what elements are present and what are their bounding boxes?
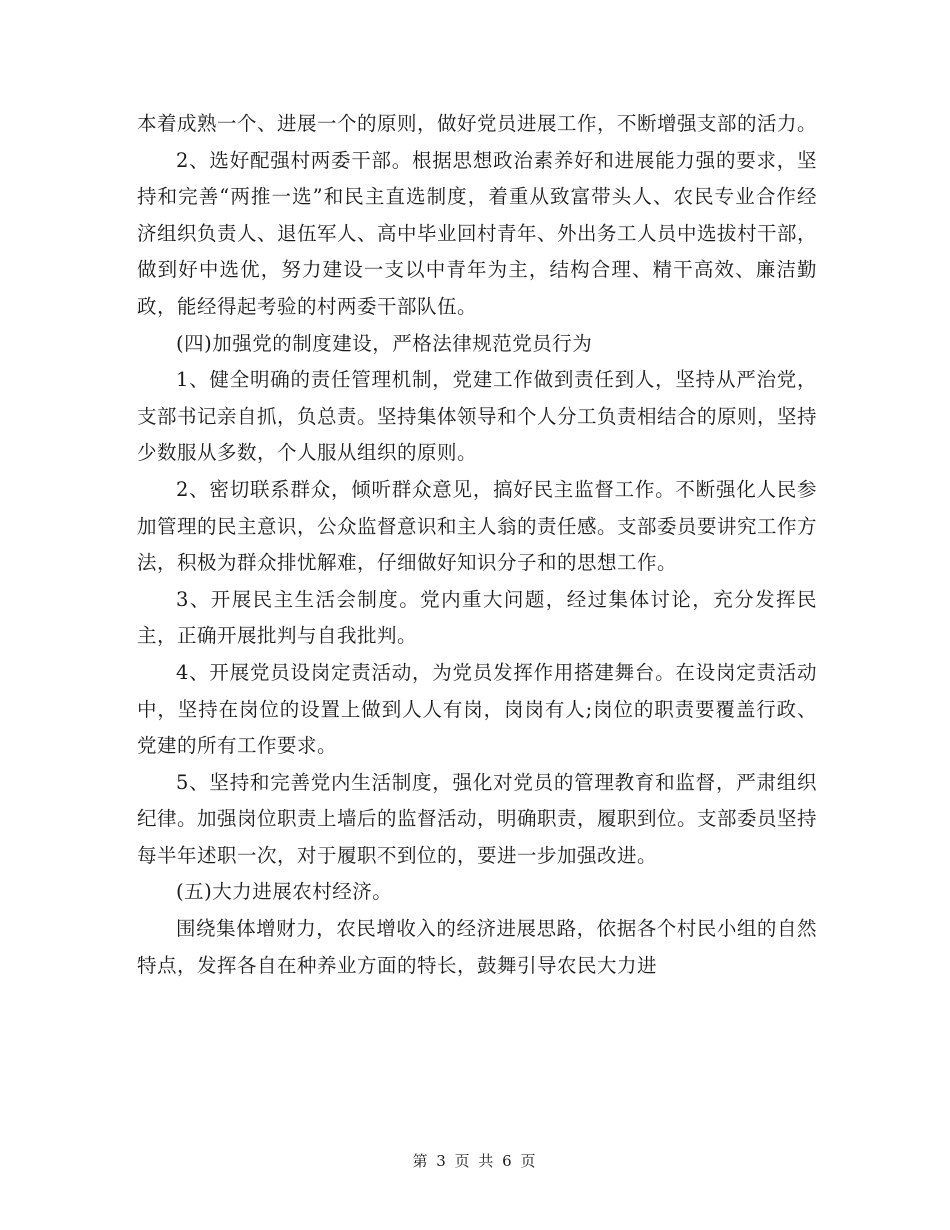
paragraph-10: 围绕集体增财力，农民增收入的经济进展思路，依据各个村民小组的自然特点，发挥各自在种养业方面的特长，鼓舞引导农民大力进 xyxy=(137,917,817,977)
paragraph-8: 5、坚持和完善党内生活制度，强化对党员的管理教育和监督，严肃组织纪律。加强岗位职责上墙后的监督活动，明确职责，履职到位。支部委员坚持每半年述职一次，对于履职不到位的，要进一步加强改进。 xyxy=(137,770,818,867)
paragraph-6: 3、开展民主生活会制度。党内重大问题，经过集体讨论，充分发挥民主，正确开展批判与自我批判。 xyxy=(137,587,817,648)
section-heading-5: (五)大力进展农村经济。 xyxy=(176,880,393,904)
document-body xyxy=(137,106,817,984)
paragraph-1: 本着成熟一个、进展一个的原则，做好党员进展工作，不断增强支部的活力。 xyxy=(137,112,818,135)
paragraph-5: 2、密切联系群众，倾听群众意见，搞好民主监督工作。不断强化人民参加管理的民主意识，公众监督意识和主人翁的责任感。支部委员要讲究工作方法，积极为群众排忧解难，仔细做好知识分子和的思想工作。 xyxy=(137,477,818,575)
paragraph-4: 1、健全明确的责任管理机制，党建工作做到责任到人，坚持从严治党，支部书记亲自抓，负总责。坚持集体领导和个人分工负责相结合的原则，坚持少数服从多数，个人服从组织的原则。 xyxy=(137,368,818,465)
page-number-footer: 第 3 页 共 6 页 xyxy=(412,1152,538,1170)
paragraph-7: 4、开展党员设岗定责活动，为党员发挥作用搭建舞台。在设岗定责活动中，坚持在岗位的设置上做到人人有岗，岗岗有人;岗位的职责要覆盖行政、党建的所有工作要求。 xyxy=(137,660,817,758)
paragraph-2: 2、选好配强村两委干部。根据思想政治素养好和进展能力强的要求，坚持和完善“两推一选”和民主直选制度，着重从致富带头人、农民专业合作经济组织负责人、退伍军人、高中毕业回村青年、外出务工人员中选拔村干部，做到好中选优，努力建设一支以中青年为主，结构合理、精干高效、廉洁勤政，能经得起考验的村两委干部队伍。 xyxy=(137,148,818,318)
section-heading-4: (四)加强党的制度建设，严格法律规范党员行为 xyxy=(176,331,593,355)
